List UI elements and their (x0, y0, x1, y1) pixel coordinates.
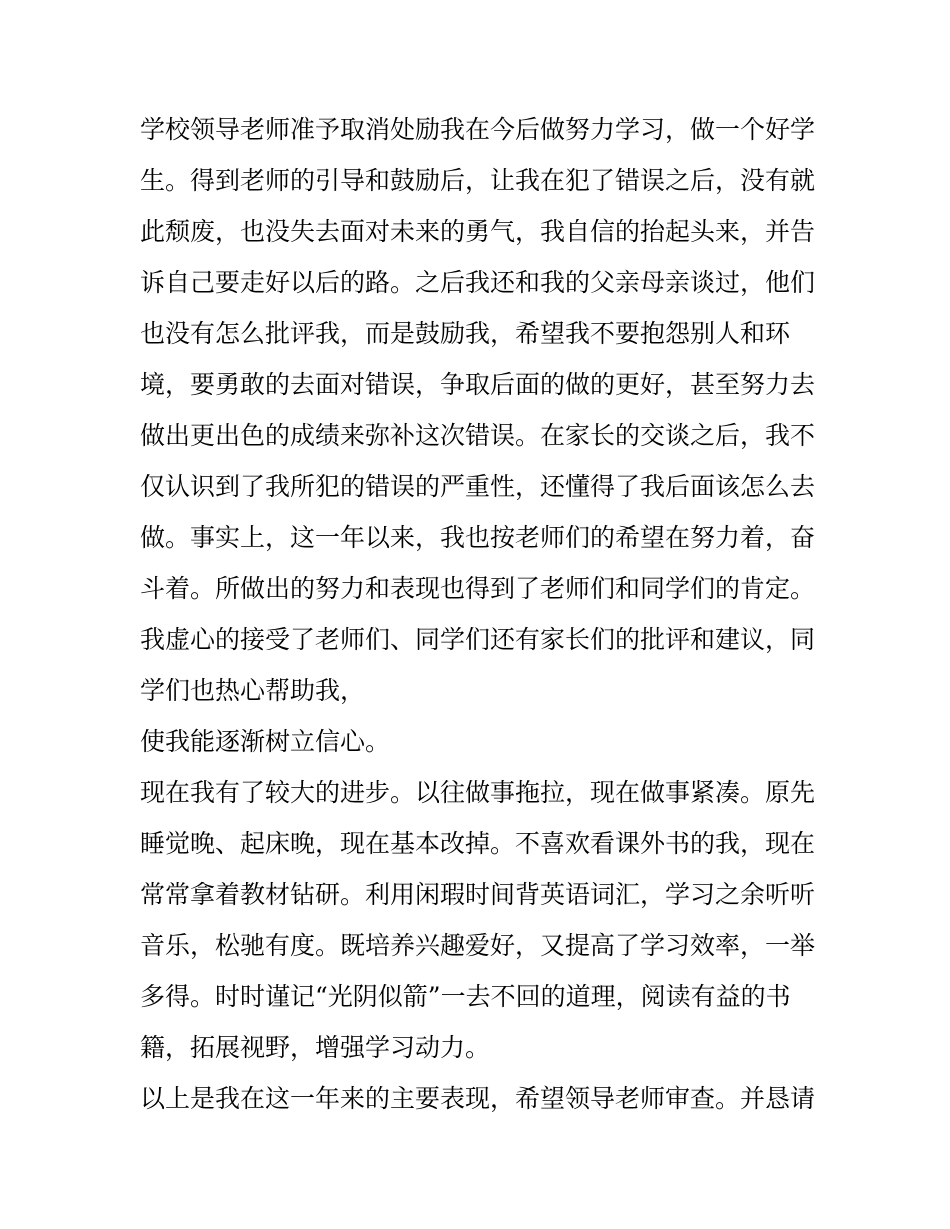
text-line-14: 现在我有了较大的进步。以往做事拖拉，现在做事紧凑。原先 (140, 778, 816, 807)
text-line-17: 音乐，松驰有度。既培养兴趣爱好，又提高了学习效率，一举 (140, 931, 816, 960)
text-line-19: 籍，拓展视野，增强学习动力。 (140, 1033, 491, 1062)
text-line-6: 境，要勇敢的去面对错误，争取后面的做的更好，甚至努力去 (140, 370, 816, 399)
body-text (140, 104, 830, 1124)
text-line-20: 以上是我在这一年来的主要表现，希望领导老师审查。并恳请 (140, 1084, 816, 1113)
text-line-13: 使我能逐渐树立信心。 (140, 727, 391, 756)
text-line-16: 常常拿着教材钻研。利用闲瑕时间背英语词汇，学习之余听听 (140, 880, 816, 909)
text-line-18: 多得。时时谨记“光阴似箭”一去不回的道理，阅读有益的书 (140, 982, 791, 1011)
text-line-5: 也没有怎么批评我，而是鼓励我，希望我不要抱怨别人和环 (140, 319, 791, 348)
text-line-7: 做出更出色的成绩来弥补这次错误。在家长的交谈之后，我不 (140, 421, 816, 450)
text-line-4: 诉自己要走好以后的路。之后我还和我的父亲母亲谈过，他们 (140, 268, 816, 297)
text-line-8: 仅认识到了我所犯的错误的严重性，还懂得了我后面该怎么去 (140, 472, 816, 501)
text-line-1: 学校领导老师准予取消处励我在今后做努力学习，做一个好学 (140, 115, 816, 144)
text-line-2: 生。得到老师的引导和鼓励后，让我在犯了错误之后，没有就 (140, 166, 816, 195)
text-line-9: 做。事实上，这一年以来，我也按老师们的希望在努力着，奋 (140, 523, 816, 552)
text-line-3: 此颓废，也没失去面对未来的勇气，我自信的抬起头来，并告 (140, 217, 816, 246)
text-line-12: 学们也热心帮助我， (140, 676, 366, 705)
text-line-15: 睡觉晚、起床晚，现在基本改掉。不喜欢看课外书的我，现在 (140, 829, 816, 858)
text-line-10: 斗着。所做出的努力和表现也得到了老师们和同学们的肯定。 (140, 574, 816, 603)
text-line-11: 我虚心的接受了老师们、同学们还有家长们的批评和建议，同 (140, 625, 816, 654)
